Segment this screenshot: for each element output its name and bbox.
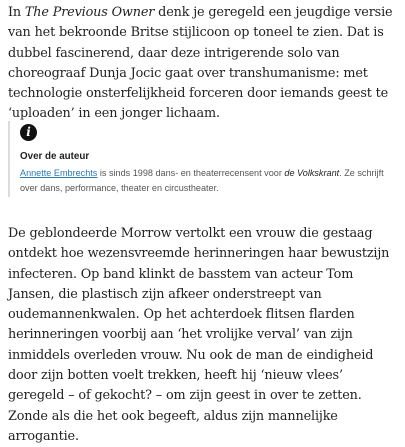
author-bio-text: is sinds 1998 dans- en theaterrecensent voor: [97, 168, 285, 178]
author-info-box: [8, 121, 400, 197]
paragraph-text: denk je geregeld een jeugdige versie van het bekroonde Britse stijlicoon op toneel te zien. Dat is dubbel fascinerend, daar deze intrigerende solo van choreograaf Dunja Jocic gaat over transhumanisme: met technologie onsterfelijkheid forceren door iemands geest te ‘uploaden’ in een jonger lichaam.: [8, 5, 393, 122]
article-paragraph-1: [8, 3, 402, 125]
author-heading: Over de auteur: [20, 151, 90, 162]
author-bio: [20, 166, 398, 196]
author-name-link[interactable]: Annette Embrechts: [20, 168, 98, 178]
show-title: The Previous Owner: [24, 5, 155, 20]
info-icon: i: [20, 124, 37, 141]
paragraph-text: In: [8, 5, 25, 20]
author-bio-text: . Ze schrijft over dans, performance, theater en circustheater.: [20, 168, 384, 193]
publication-name: de Volkskrant: [284, 168, 340, 178]
article-paragraph-2: De geblondeerde Morrow vertolkt een vrouw die gestaag ontdekt hoe wezensvreemde herinneringen haar bewustzijn infecteren. Op band klinkt de basstem van acteur Tom Jansen, die plastisch zijn afkeer onderstreept van oudemannenkwalen. Op het achterdoek flitsen flarden herinneringen voorbij aan ‘het vrolijke verval’ van zijn inmiddels overleden vrouw. Nu ook de man de eindigheid door zijn botten voelt trekken, heeft hij ‘nieuw vlees’ geregeld – of gekocht? – om zijn geest in over te zetten. Zonde als die het ook begeeft, aldus zijn mannelijke arrogantie.: [8, 226, 390, 444]
